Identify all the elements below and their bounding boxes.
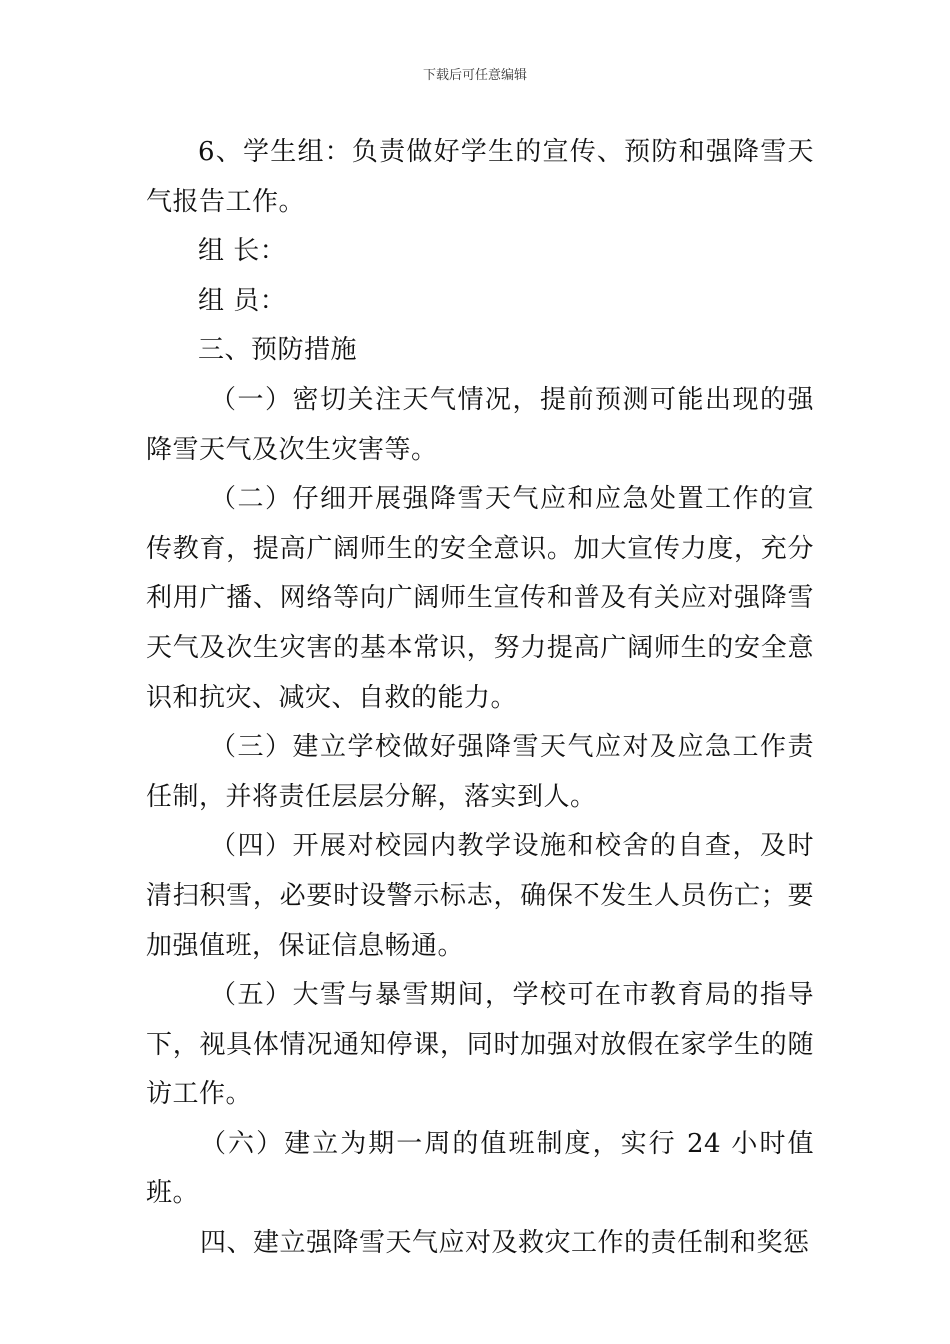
paragraph-group-leader: 组 长：	[198, 236, 287, 267]
paragraph-student-group: 6、学生组：负责做好学生的宣传、预防和强降雪天气报告工作。	[146, 137, 814, 217]
paragraph-group-members: 组 员：	[198, 285, 287, 316]
paragraph-measure-2: （二）仔细开展强降雪天气应和应急处置工作的宣传教育，提高广阔师生的安全意识。加大宣传力度，充分利用广播、网络等向广阔师生宣传和普及有关应对强降雪天气及次生灾害的基本常识，努力提高广阔师生的安全意识和抗灾、减灾、自救的能力。	[146, 484, 814, 713]
document-body	[146, 128, 814, 1269]
paragraph-measure-6: （六）建立为期一周的值班制度，实行 24 小时值班。	[146, 1128, 814, 1209]
paragraph-measure-1: （一）密切关注天气情况，提前预测可能出现的强降雪天气及次生灾害等。	[146, 384, 814, 465]
section-heading-prevention: 三、预防措施	[198, 335, 358, 366]
paragraph-measure-3: （三）建立学校做好强降雪天气应对及应急工作责任制，并将责任层层分解，落实到人。	[146, 732, 814, 812]
section-heading-responsibility: 四、建立强降雪天气应对及救灾工作的责任制和奖惩	[200, 1228, 810, 1259]
paragraph-measure-4: （四）开展对校园内教学设施和校舍的自查，及时清扫积雪，必要时设警示标志，确保不发生人员伤亡；要加强值班，保证信息畅通。	[146, 831, 814, 961]
paragraph-measure-5: （五）大雪与暴雪期间，学校可在市教育局的指导下，视具体情况通知停课，同时加强对放假在家学生的随访工作。	[146, 980, 814, 1110]
page-header: 下载后可任意编辑	[422, 68, 527, 83]
